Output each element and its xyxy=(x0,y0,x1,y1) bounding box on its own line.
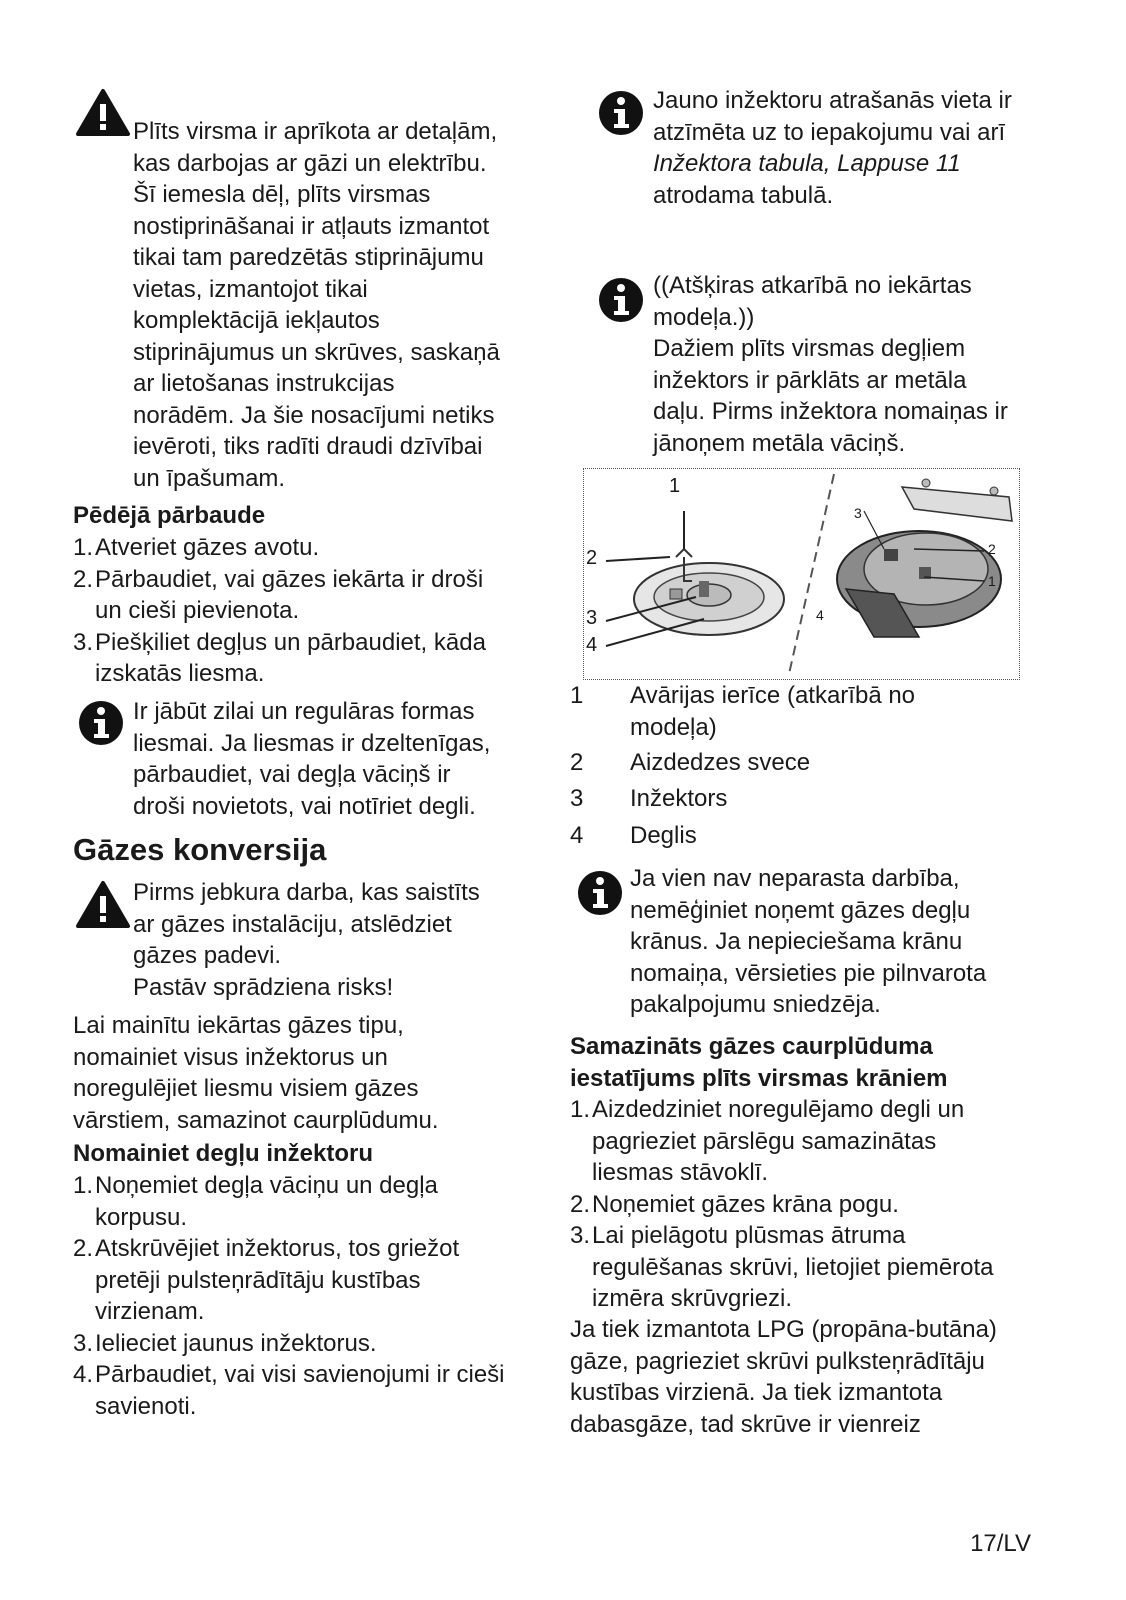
figure-label-4: 4 xyxy=(586,634,598,656)
figure-label-2-right: 2 xyxy=(988,541,996,557)
info-icon xyxy=(598,90,644,136)
figure-label-2: 2 xyxy=(586,547,598,569)
list-item: 4. Pārbaudiet, vai visi savienojumi ir cieši savienoti. xyxy=(73,1361,505,1420)
list-item: 2. Atskrūvējiet inžektorus, tos griežot pretēji pulsteņrādītāju kustības virzienam. xyxy=(73,1235,460,1325)
warning-icon xyxy=(75,88,131,138)
list-item: 2. Pārbaudiet, vai gāzes iekārta ir droši un cieši pievienota. xyxy=(73,565,484,624)
figure-label-1-right: 1 xyxy=(988,573,996,589)
figure-label-3-right: 3 xyxy=(854,505,862,521)
info-icon xyxy=(598,277,644,323)
warning-icon xyxy=(75,880,131,930)
info-icon xyxy=(577,870,623,916)
list-item: 1. Atveriet gāzes avotu. xyxy=(73,534,320,561)
replace-injector-list xyxy=(73,1170,543,1422)
list-item: 3. Lai pielāgotu plūsmas ātruma regulēšanas skrūvi, lietojiet piemērota izmēra skrūvgriezi. xyxy=(570,1222,994,1312)
info-text-tap-removal: Ja vien nav neparasta darbība, nemēģiniet noņemt gāzes degļu krānus. Ja nepieciešama krānu nomaiņa, vērsieties pie pilnvarota pakalpojumu sniedzēja. xyxy=(630,865,987,1018)
final-check-list xyxy=(73,532,533,690)
figure-label-1: 1 xyxy=(669,475,681,497)
reduced-flow-list xyxy=(570,1094,1040,1315)
warning-text-mounting: Plīts virsma ir aprīkota ar detaļām, kas darbojas ar gāzi un elektrību. Šī iemesla dēļ, plīts virsmas nostiprināšanai ir atļauts izmantot tikai tam paredzētās stiprinājumu vietas, izmantojot tikai komplektācijā iekļautos stiprinājumus un skrūves, saskaņā ar lietošanas instrukcijas norādēm. Ja šie nosacījumi netiks ievēroti, tiks radīti draudi dzīvībai un īpašumam. xyxy=(133,118,500,492)
info-text-flame: Ir jābūt zilai un regulāras formas liesmai. Ja liesmas ir dzeltenīgas, pārbaudiet, vai degļa vāciņš ir droši novietots, vai notīriet degli. xyxy=(133,698,491,820)
info-icon xyxy=(78,700,124,746)
heading-final-check: Pēdējā pārbaude xyxy=(73,502,266,529)
burner-diagram xyxy=(583,468,1020,680)
info-text-metal-cover: ((Atšķiras atkarībā no iekārtas modeļa.)) Dažiem plīts virsmas degļiem inžektors ir pārklāts ar metāla daļu. Pirms inžektora nomaiņas ir jānoņem metāla vāciņš. xyxy=(653,272,1008,457)
list-item: 1. Noņemiet degļa vāciņu un degļa korpusu. xyxy=(73,1172,438,1231)
list-item: 2. Noņemiet gāzes krāna pogu. xyxy=(570,1190,899,1218)
heading-reduced-flow: Samazināts gāzes caurplūduma iestatījums plīts virsmas krāniem xyxy=(570,1033,948,1092)
figure-label-3: 3 xyxy=(586,607,598,629)
figure-label-4-right: 4 xyxy=(816,607,824,623)
heading-gas-conversion: Gāzes konversija xyxy=(73,832,327,867)
burner-left-drawing xyxy=(634,549,784,635)
info-text-injector-location: Jauno inžektoru atrašanās vieta ir atzīmēta uz to iepakojumu vai arī Inžektora tabula, Lappuse 11 atrodama tabulā. xyxy=(653,87,1012,209)
page-number: 17/LV xyxy=(970,1530,1031,1557)
list-item: 3. Ielieciet jaunus inžektorus. xyxy=(73,1329,377,1357)
list-item: 1. Aizdedziniet noregulējamo degli un pagrieziet pārslēgu samazinātas liesmas stāvoklī. xyxy=(570,1096,965,1186)
heading-replace-injector: Nomainiet degļu inžektoru xyxy=(73,1140,374,1167)
burner-cover-drawing xyxy=(902,479,1012,521)
conversion-paragraph: Lai mainītu iekārtas gāzes tipu, nomainiet visus inžektorus un noregulējiet liesmu visiem gāzes vārstiem, samazinot caurplūdumu. xyxy=(73,1012,439,1134)
lpg-paragraph: Ja tiek izmantota LPG (propāna-butāna) gāze, pagrieziet skrūvi pulksteņrādītāju kustības virzienā. Ja tiek izmantota dabasgāze, tad skrūve ir vienreiz xyxy=(570,1316,997,1438)
warning-text-gas: Pirms jebkura darba, kas saistīts ar gāzes instalāciju, atslēdziet gāzes padevi. Pastāv sprādziena risks! xyxy=(133,879,480,1001)
list-item: 3. Piešķiliet degļus un pārbaudiet, kāda izskatās liesma. xyxy=(73,628,486,687)
burner-right-drawing xyxy=(837,531,1001,637)
